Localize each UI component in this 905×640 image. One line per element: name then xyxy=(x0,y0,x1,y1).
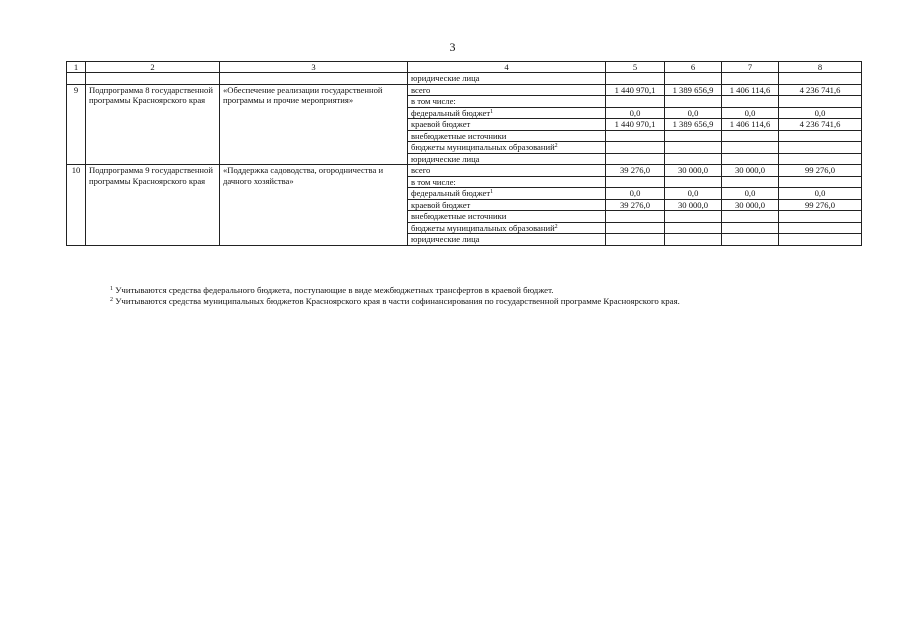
amount-cell xyxy=(665,211,722,223)
column-header: 5 xyxy=(606,62,665,73)
amount-cell xyxy=(606,96,665,108)
amount-cell xyxy=(665,96,722,108)
amount-cell xyxy=(779,96,862,108)
table-row xyxy=(67,165,862,177)
funding-source: федеральный бюджет$^1$ xyxy=(408,188,606,200)
budget-table xyxy=(66,61,862,246)
amount-cell: 30 000,0 xyxy=(722,199,779,211)
funding-source: бюджеты муниципальных образований$^2$ xyxy=(408,222,606,234)
amount-cell: 30 000,0 xyxy=(665,199,722,211)
funding-source: бюджеты муниципальных образований$^2$ xyxy=(408,142,606,154)
footnote-text: Учитываются средства муниципальных бюджетов Красноярского края в части софинансирования по государственной программе Красноярского края. xyxy=(115,296,680,306)
amount-cell: 0,0 xyxy=(722,107,779,119)
amount-cell xyxy=(606,234,665,246)
amount-cell: 0,0 xyxy=(779,107,862,119)
amount-cell: 30 000,0 xyxy=(665,165,722,177)
amount-cell xyxy=(665,153,722,165)
amount-cell xyxy=(606,130,665,142)
column-header: 8 xyxy=(779,62,862,73)
funding-source: в том числе: xyxy=(408,96,606,108)
amount-cell: 0,0 xyxy=(722,188,779,200)
funding-source: в том числе: xyxy=(408,176,606,188)
amount-cell xyxy=(779,234,862,246)
amount-cell xyxy=(779,222,862,234)
amount-cell xyxy=(722,234,779,246)
funding-source: юридические лица xyxy=(408,73,606,85)
header-row xyxy=(67,62,862,73)
amount-cell xyxy=(606,176,665,188)
amount-cell: 99 276,0 xyxy=(779,199,862,211)
continuation-row xyxy=(67,73,862,85)
amount-cell xyxy=(665,130,722,142)
funding-source: федеральный бюджет$^1$ xyxy=(408,107,606,119)
footnote-mark: 2 xyxy=(110,297,113,303)
column-header: 1 xyxy=(67,62,86,73)
column-header: 6 xyxy=(665,62,722,73)
amount-cell: 0,0 xyxy=(779,188,862,200)
amount-cell: 30 000,0 xyxy=(722,165,779,177)
amount-cell xyxy=(606,142,665,154)
amount-cell: 1 389 656,9 xyxy=(665,84,722,96)
funding-source: всего xyxy=(408,165,606,177)
amount-cell: 0,0 xyxy=(606,107,665,119)
amount-cell xyxy=(722,142,779,154)
subprogram-name: Подпрограмма 8 государственной программы Красноярского края xyxy=(86,84,220,165)
footnote-mark: 1 xyxy=(110,286,113,292)
funding-source: краевой бюджет xyxy=(408,119,606,131)
amount-cell: 4 236 741,6 xyxy=(779,84,862,96)
amount-cell xyxy=(779,176,862,188)
amount-cell xyxy=(665,222,722,234)
program-number: 9 xyxy=(67,84,86,165)
amount-cell xyxy=(665,142,722,154)
funding-source: внебюджетные источники xyxy=(408,211,606,223)
subprogram-title: «Поддержка садоводства, огородничества и дачного хозяйства» xyxy=(220,165,408,246)
amount-cell: 1 440 970,1 xyxy=(606,119,665,131)
amount-cell: 1 406 114,6 xyxy=(722,84,779,96)
amount-cell xyxy=(722,222,779,234)
footnote-ref: 2 xyxy=(554,143,558,150)
footnote-ref: 1 xyxy=(490,108,494,115)
amount-cell xyxy=(606,222,665,234)
amount-cell xyxy=(722,211,779,223)
amount-cell xyxy=(722,153,779,165)
funding-source: внебюджетные источники xyxy=(408,130,606,142)
amount-cell xyxy=(606,211,665,223)
amount-cell: 0,0 xyxy=(606,188,665,200)
footnote xyxy=(110,285,680,296)
program-number: 10 xyxy=(67,165,86,246)
amount-cell: 99 276,0 xyxy=(779,165,862,177)
footnote-text: Учитываются средства федерального бюджета, поступающие в виде межбюджетных трансфертов в краевой бюджет. xyxy=(115,285,554,295)
amount-cell xyxy=(722,130,779,142)
amount-cell: 1 389 656,9 xyxy=(665,119,722,131)
table-row xyxy=(67,84,862,96)
amount-cell: 39 276,0 xyxy=(606,165,665,177)
amount-cell xyxy=(665,176,722,188)
subprogram-title: «Обеспечение реализации государственной программы и прочие мероприятия» xyxy=(220,84,408,165)
funding-source: юридические лица xyxy=(408,153,606,165)
amount-cell xyxy=(665,234,722,246)
footnote-ref: 2 xyxy=(554,223,558,230)
amount-cell: 0,0 xyxy=(665,107,722,119)
amount-cell: 1 406 114,6 xyxy=(722,119,779,131)
amount-cell xyxy=(606,153,665,165)
amount-cell xyxy=(779,130,862,142)
funding-source: юридические лица xyxy=(408,234,606,246)
footnotes xyxy=(110,285,680,307)
subprogram-name: Подпрограмма 9 государственной программы Красноярского края xyxy=(86,165,220,246)
amount-cell xyxy=(779,153,862,165)
column-header: 2 xyxy=(86,62,220,73)
funding-source: краевой бюджет xyxy=(408,199,606,211)
amount-cell xyxy=(779,211,862,223)
amount-cell: 4 236 741,6 xyxy=(779,119,862,131)
funding-source: всего xyxy=(408,84,606,96)
amount-cell: 0,0 xyxy=(665,188,722,200)
amount-cell: 1 440 970,1 xyxy=(606,84,665,96)
amount-cell xyxy=(722,96,779,108)
footnote xyxy=(110,296,680,307)
column-header: 4 xyxy=(408,62,606,73)
column-header: 7 xyxy=(722,62,779,73)
column-header: 3 xyxy=(220,62,408,73)
amount-cell xyxy=(779,142,862,154)
amount-cell xyxy=(722,176,779,188)
footnote-ref: 1 xyxy=(490,189,494,196)
page-number: 3 xyxy=(449,40,456,54)
amount-cell: 39 276,0 xyxy=(606,199,665,211)
